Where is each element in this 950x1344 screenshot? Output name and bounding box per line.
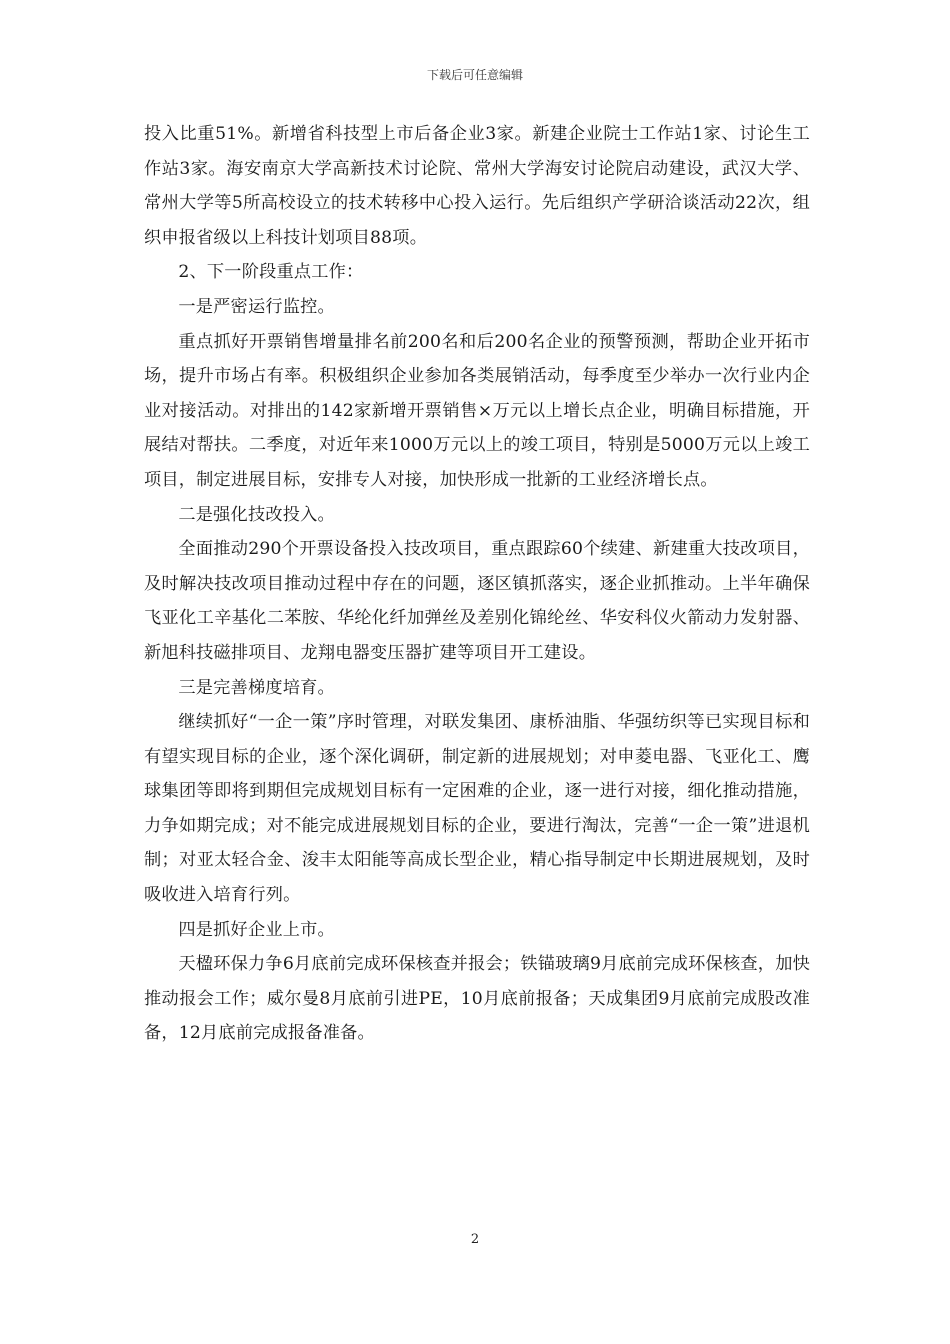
paragraph-4: 重点抓好开票销售增量排名前200名和后200名企业的预警预测，帮助企业开拓市场，提升市场占有率。积极组织企业参加各类展销活动，每季度至少举办一次行业内企业对接活动。对排出的142家新增开票销售×万元以上增长点企业，明确目标措施，开展结对帮扶。二季度，对近年来1000万元以上的竣工项目，特别是5000万元以上竣工项目，制定进展目标，安排专人对接，加快形成一批新的工业经济增长点。 xyxy=(144,331,810,490)
paragraph-5-subheading: 二是强化技改投入。 xyxy=(178,504,335,525)
page-number: 2 xyxy=(470,1232,480,1247)
paragraph-2-heading: 2、下一阶段重点工作： xyxy=(178,262,364,283)
page-header: 下载后可任意编辑 xyxy=(426,68,523,82)
paragraph-1: 投入比重51%。新增省科技型上市后备企业3家。新建企业院士工作站1家、讨论生工作站3家。海安南京大学高新技术讨论院、常州大学海安讨论院启动建设，武汉大学、常州大学等5所高校设立的技术转移中心投入运行。先后组织产学研洽谈活动22次，组织申报省级以上科技计划项目88项。 xyxy=(144,124,810,248)
paragraph-7-subheading: 三是完善梯度培育。 xyxy=(178,677,335,698)
paragraph-9-subheading: 四是抓好企业上市。 xyxy=(178,919,335,940)
paragraph-6: 全面推动290个开票设备投入技改项目，重点跟踪60个续建、新建重大技改项目，及时解决技改项目推动过程中存在的问题，逐区镇抓落实，逐企业抓推动。上半年确保飞亚化工辛基化二苯胺、华纶化纤加弹丝及差别化锦纶丝、华安科仪火箭动力发射器、新旭科技磁排项目、龙翔电器变压器扩建等项目开工建设。 xyxy=(144,539,810,663)
paragraph-3-subheading: 一是严密运行监控。 xyxy=(178,296,335,317)
paragraph-10: 天楹环保力争6月底前完成环保核查并报会；铁锚玻璃9月底前完成环保核查，加快推动报会工作；威尔曼8月底前引进PE，10月底前报备；天成集团9月底前完成股改准备，12月底前完成报备准备。 xyxy=(144,954,810,1044)
paragraph-8: 继续抓好“一企一策”序时管理，对联发集团、康桥油脂、华强纺织等已实现目标和有望实现目标的企业，逐个深化调研，制定新的进展规划；对申菱电器、飞亚化工、鹰球集团等即将到期但完成规划目标有一定困难的企业，逐一进行对接，细化推动措施，力争如期完成；对不能完成进展规划目标的企业，要进行淘汰，完善“一企一策”进退机制；对亚太轻合金、浚丰太阳能等高成长型企业，精心指导制定中长期进展规划，及时吸收进入培育行列。 xyxy=(144,712,810,906)
document-body xyxy=(144,117,810,1051)
